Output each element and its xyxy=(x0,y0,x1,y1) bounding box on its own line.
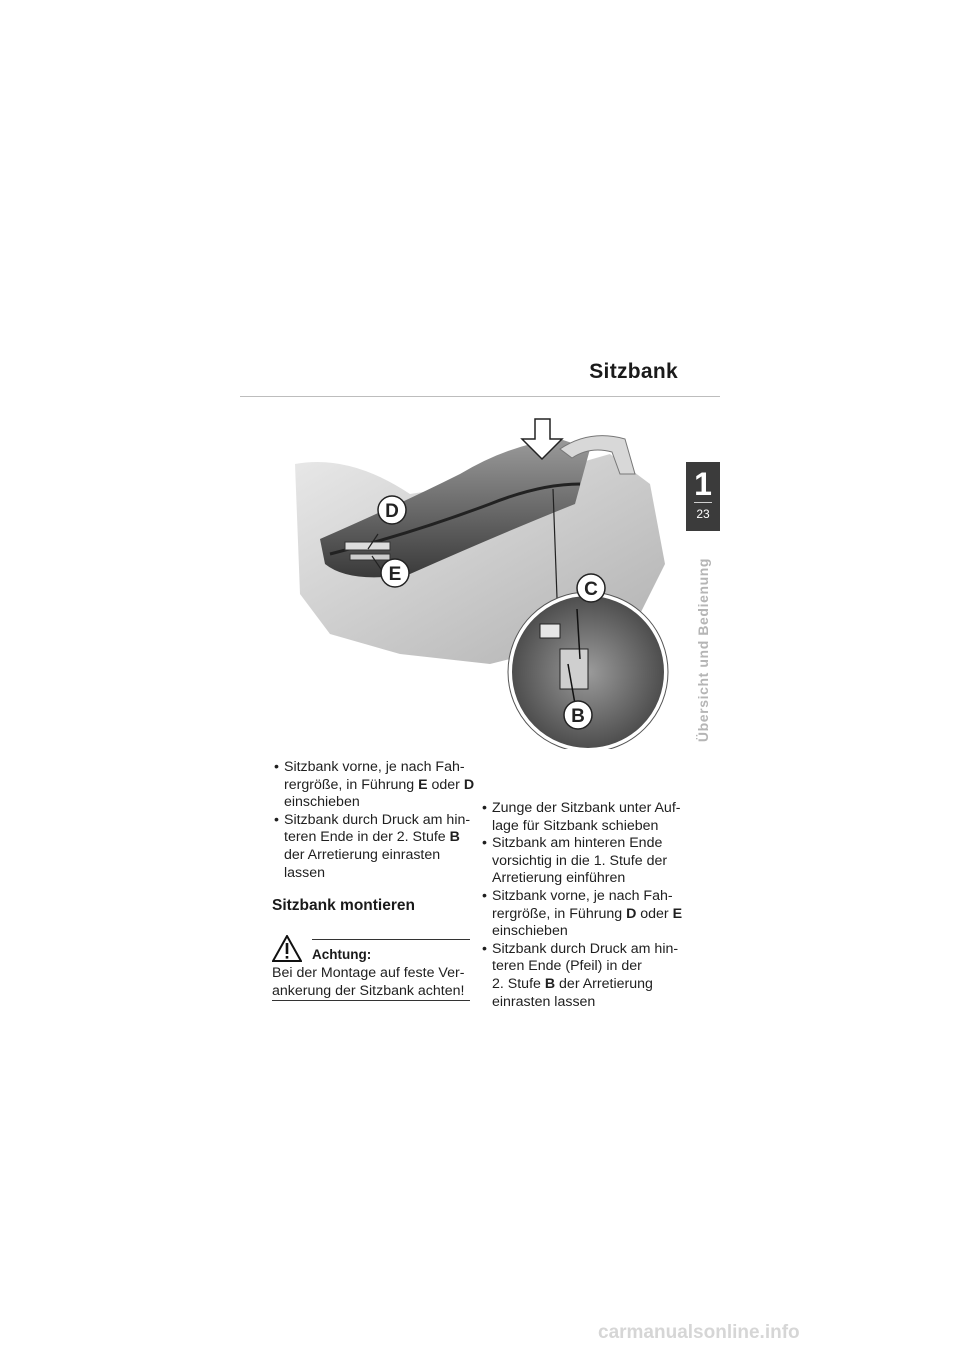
list-item: • Sitzbank vorne, je nach Fah- rergröße, in Führung E oder D einschieben xyxy=(272,759,477,812)
warning-rule-bottom xyxy=(272,1000,470,1001)
list-item: • Sitzbank am hinteren Ende vorsichtig in die 1. Stufe der Arretierung einführen xyxy=(480,835,690,888)
svg-text:E: E xyxy=(388,564,402,585)
label-d xyxy=(378,496,406,524)
warning-text: Bei der Montage auf feste Ver- ankerung der Sitzbank achten! xyxy=(272,965,465,999)
warning-label: Achtung: xyxy=(312,947,372,962)
warning-icon xyxy=(272,935,302,962)
chapter-tab xyxy=(686,462,720,531)
label-b xyxy=(564,701,592,729)
svg-text:C: C xyxy=(584,579,598,600)
page-number: 23 xyxy=(696,507,710,521)
watermark: carmanualsonline.info xyxy=(598,1322,800,1343)
label-e xyxy=(381,559,409,587)
svg-text:D: D xyxy=(385,501,399,522)
left-column xyxy=(272,759,477,882)
chapter-number: 1 xyxy=(694,466,712,502)
list-item: • Sitzbank durch Druck am hin- teren Ende (Pfeil) in der 2. Stufe B der Arretierung einrasten lassen xyxy=(480,941,690,1011)
warning-rule-top xyxy=(312,939,470,940)
seat-illustration xyxy=(290,414,685,749)
list-item: • Zunge der Sitzbank unter Auf- lage für Sitzbank schieben xyxy=(480,800,690,835)
label-c xyxy=(577,574,605,602)
svg-text:B: B xyxy=(571,706,585,727)
title-divider xyxy=(240,396,720,397)
list-item: • Sitzbank durch Druck am hin- teren Ende in der 2. Stufe B der Arretierung einrasten lassen xyxy=(272,812,477,882)
chapter-side-label: Übersicht und Bedienung xyxy=(695,557,711,743)
list-item: • Sitzbank vorne, je nach Fah- rergröße, in Führung D oder E einschieben xyxy=(480,888,690,941)
section-heading: Sitzbank montieren xyxy=(272,897,415,914)
page-title: Sitzbank xyxy=(589,360,678,383)
right-column xyxy=(480,800,690,1011)
